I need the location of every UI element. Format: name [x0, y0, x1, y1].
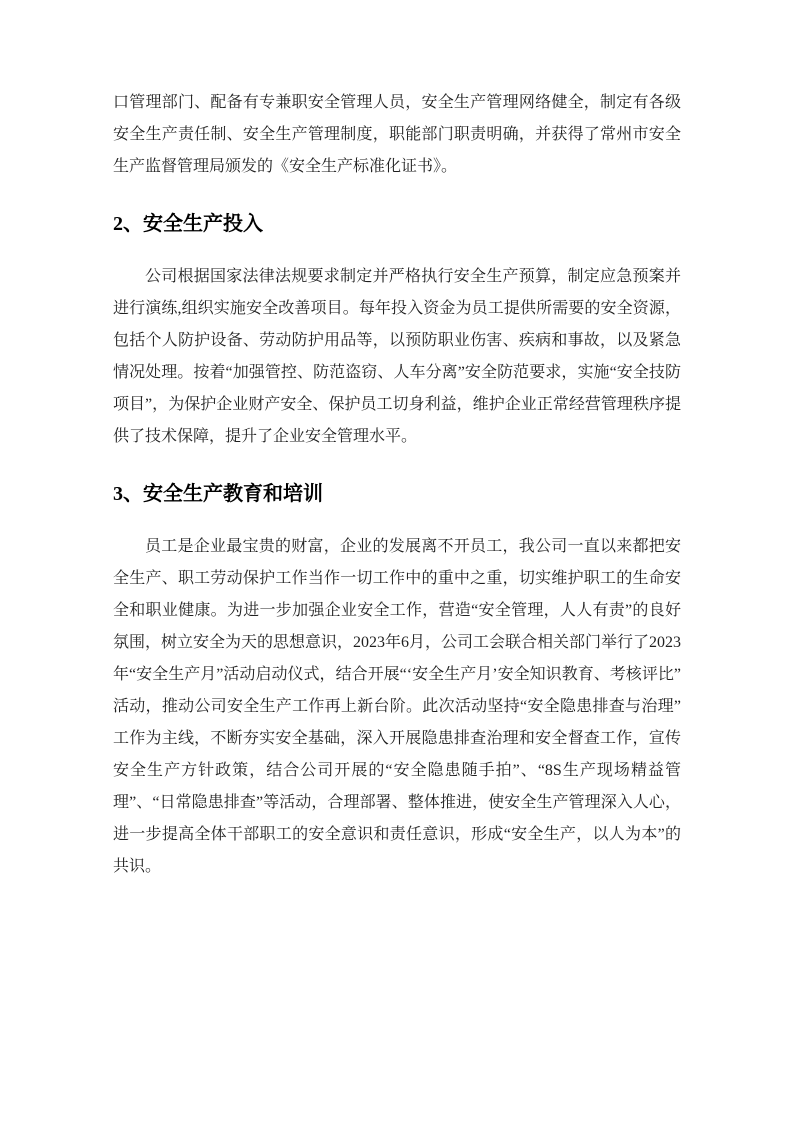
section-paragraph-safety-investment: 公司根据国家法律法规要求制定并严格执行安全生产预算，制定应急预案并进行演练,组织实施安全改善项目。每年投入资金为员工提供所需要的安全资源，包括个人防护设备、劳动防护用品等，以预防职业伤害、疾病和事故，以及紧急情况处理。按着“加强管控、防范盗窃、人车分离”安全防范要求，实施“安全技防项目”，为保护企业财产安全、保护员工切身利益，维护企业正常经营管理秩序提供了技术保障，提升了企业安全管理水平。: [113, 268, 681, 445]
section-paragraph-safety-education: 员工是企业最宝贵的财富，企业的发展离不开员工，我公司一直以来都把安全生产、职工劳动保护工作当作一切工作中的重中之重，切实维护职工的生命安全和职业健康。为进一步加强企业安全工作，营造“安全管理，人人有责”的良好氛围，树立安全为天的思想意识，2023年6月，公司工会联合相关部门举行了2023年“安全生产月”活动启动仪式，结合开展“‘安全生产月’安全知识教育、考核评比”活动，推动公司安全生产工作再上新台阶。此次活动坚持“安全隐患排查与治理”工作为主线，不断夯实安全基础，深入开展隐患排查治理和安全督查工作，宣传安全生产方针政策，结合公司开展的“安全隐患随手拍”、“8S生产现场精益管理”、“日常隐患排查”等活动，合理部署、整体推进，使安全生产管理深入人心，进一步提高全体干部职工的安全意识和责任意识，形成“安全生产，以人为本”的共识。: [113, 538, 682, 875]
section-heading-safety-education: 3、安全生产教育和培训: [113, 483, 323, 505]
section-heading-safety-investment: 2、安全生产投入: [113, 213, 263, 235]
continuation-paragraph: 口管理部门、配备有专兼职安全管理人员，安全生产管理网络健全，制定有各级安全生产责任制、安全生产管理制度，职能部门职责明确，并获得了常州市安全生产监督管理局颁发的《安全生产标准化证书》。: [113, 94, 681, 175]
